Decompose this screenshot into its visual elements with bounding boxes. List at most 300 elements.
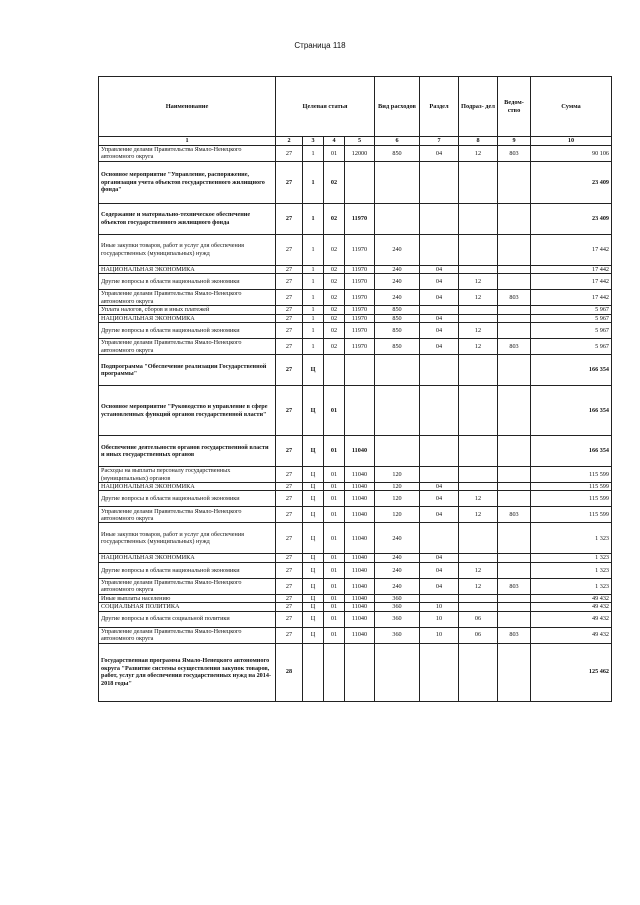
cell-sum: 23 409 [531,203,612,234]
cell-c3: 02 [324,339,345,355]
table-row [99,274,612,290]
cell-sum: 115 599 [531,467,612,483]
cell-dept [498,643,531,701]
cell-sec: 04 [420,290,459,306]
cell-sub [459,203,498,234]
cell-c2: Ц [303,523,324,554]
cell-c4 [345,161,375,203]
cell-c4 [345,643,375,701]
table-row [99,562,612,578]
table-row [99,467,612,483]
col-number: 4 [324,137,345,146]
col-target-header: Целевая статья [276,77,375,137]
cell-kind: 360 [375,611,420,627]
cell-c4: 11970 [345,314,375,322]
cell-name: Иные закупки товаров, работ и услуг для обеспечения государственных (муниципальных) нужд [99,523,276,554]
cell-c4: 11970 [345,339,375,355]
cell-name: Управление делами Правительства Ямало-Ненецкого автономного округа [99,627,276,643]
cell-c3: 01 [324,507,345,523]
cell-sub [459,643,498,701]
table-row [99,386,612,436]
col-number: 8 [459,137,498,146]
cell-sec: 10 [420,627,459,643]
col-number: 1 [99,137,276,146]
cell-name: Другие вопросы в области национальной экономики [99,274,276,290]
cell-c2: 1 [303,323,324,339]
page-number: Страница 118 [294,41,346,50]
cell-kind [375,355,420,386]
cell-sum: 166 354 [531,355,612,386]
cell-kind: 120 [375,507,420,523]
cell-sec [420,436,459,467]
col-dept-header: Ведом- ство [498,77,531,137]
table-row [99,603,612,611]
cell-c1: 27 [276,314,303,322]
cell-sec: 04 [420,274,459,290]
cell-c3: 02 [324,161,345,203]
cell-kind: 240 [375,290,420,306]
cell-dept [498,483,531,491]
cell-c4: 11040 [345,436,375,467]
cell-c2: Ц [303,578,324,594]
cell-kind [375,203,420,234]
cell-name: Другие вопросы в области национальной экономики [99,491,276,507]
cell-name: Управление делами Правительства Ямало-Ненецкого автономного округа [99,146,276,162]
cell-name: Обеспечение деятельности органов государственной власти и иных государственных органов [99,436,276,467]
cell-c1: 27 [276,603,303,611]
table-row [99,323,612,339]
cell-c4: 11040 [345,507,375,523]
cell-sec: 10 [420,611,459,627]
cell-dept [498,562,531,578]
cell-sub: 12 [459,339,498,355]
cell-sub: 12 [459,491,498,507]
cell-name: Расходы на выплаты персоналу государственных (муниципальных) органов [99,467,276,483]
table-row [99,523,612,554]
table-row [99,483,612,491]
cell-c2: 1 [303,306,324,314]
cell-c1: 27 [276,483,303,491]
cell-c3: 02 [324,234,345,265]
cell-c2: Ц [303,507,324,523]
cell-kind: 360 [375,594,420,602]
cell-c2: Ц [303,562,324,578]
cell-c4: 11040 [345,627,375,643]
cell-c4: 11040 [345,483,375,491]
cell-name: НАЦИОНАЛЬНАЯ ЭКОНОМИКА [99,265,276,273]
cell-c3: 01 [324,386,345,436]
cell-kind: 850 [375,339,420,355]
cell-name: Управление делами Правительства Ямало-Ненецкого автономного округа [99,290,276,306]
cell-dept [498,355,531,386]
col-kind-header: Вид расходов [375,77,420,137]
cell-c3: 02 [324,274,345,290]
cell-sec [420,161,459,203]
cell-dept [498,203,531,234]
table-row [99,339,612,355]
cell-sum: 166 354 [531,386,612,436]
cell-dept [498,554,531,562]
cell-kind [375,436,420,467]
cell-sum: 49 432 [531,627,612,643]
cell-name: Другие вопросы в области национальной экономики [99,562,276,578]
cell-c4: 11970 [345,265,375,273]
cell-kind: 240 [375,562,420,578]
cell-sum: 1 323 [531,578,612,594]
cell-c3 [324,355,345,386]
cell-c1: 27 [276,562,303,578]
cell-sum: 5 967 [531,339,612,355]
cell-c2: Ц [303,386,324,436]
cell-dept: 803 [498,627,531,643]
cell-c4: 11970 [345,274,375,290]
cell-sum: 166 354 [531,436,612,467]
cell-c3: 01 [324,603,345,611]
cell-sec [420,355,459,386]
cell-c3: 01 [324,523,345,554]
table-row [99,594,612,602]
cell-sec [420,643,459,701]
cell-c3: 01 [324,491,345,507]
cell-c2: Ц [303,594,324,602]
table-row [99,161,612,203]
cell-c2: Ц [303,554,324,562]
cell-sec: 04 [420,483,459,491]
cell-c1: 27 [276,306,303,314]
cell-kind: 120 [375,467,420,483]
cell-name: Другие вопросы в области национальной экономики [99,323,276,339]
cell-dept [498,274,531,290]
table-row [99,146,612,162]
cell-c1: 27 [276,436,303,467]
cell-sum: 17 442 [531,274,612,290]
cell-sec: 04 [420,491,459,507]
cell-dept [498,306,531,314]
cell-name: Управление делами Правительства Ямало-Ненецкого автономного округа [99,578,276,594]
cell-kind: 850 [375,306,420,314]
cell-sub [459,594,498,602]
cell-c4: 11040 [345,562,375,578]
cell-c4: 12000 [345,146,375,162]
cell-c1: 27 [276,578,303,594]
cell-kind: 850 [375,314,420,322]
cell-sec [420,386,459,436]
cell-sub [459,234,498,265]
cell-sub [459,603,498,611]
cell-c3: 02 [324,306,345,314]
cell-c2: Ц [303,355,324,386]
col-sum-header: Сумма [531,77,612,137]
cell-c4: 11970 [345,306,375,314]
cell-c2: 1 [303,146,324,162]
cell-dept: 803 [498,578,531,594]
cell-sum: 1 323 [531,554,612,562]
cell-dept: 803 [498,146,531,162]
cell-sec [420,306,459,314]
cell-sub [459,161,498,203]
cell-c1: 27 [276,274,303,290]
col-number: 9 [498,137,531,146]
cell-sum: 5 967 [531,314,612,322]
cell-sub [459,483,498,491]
cell-c1: 28 [276,643,303,701]
cell-sub [459,554,498,562]
cell-sub [459,467,498,483]
cell-sum: 49 432 [531,603,612,611]
cell-kind: 240 [375,554,420,562]
cell-kind: 240 [375,523,420,554]
cell-dept [498,314,531,322]
cell-c1: 27 [276,554,303,562]
cell-c3: 01 [324,611,345,627]
cell-c1: 27 [276,265,303,273]
cell-c1: 27 [276,203,303,234]
cell-c2: 1 [303,161,324,203]
cell-sec: 04 [420,265,459,273]
cell-c4: 11970 [345,203,375,234]
cell-sum: 115 599 [531,491,612,507]
cell-c1: 27 [276,523,303,554]
table-row [99,314,612,322]
cell-dept: 803 [498,507,531,523]
cell-c1: 27 [276,355,303,386]
cell-kind [375,643,420,701]
cell-dept [498,386,531,436]
cell-sec: 04 [420,314,459,322]
cell-kind: 240 [375,578,420,594]
cell-c1: 27 [276,161,303,203]
cell-name: Управление делами Правительства Ямало-Ненецкого автономного округа [99,507,276,523]
cell-c2: Ц [303,467,324,483]
cell-sub [459,355,498,386]
cell-c1: 27 [276,339,303,355]
cell-sec [420,523,459,554]
cell-c1: 27 [276,611,303,627]
cell-name: Содержание и материально-техническое обеспечение объектов государственного жилищного фонда [99,203,276,234]
cell-sum: 5 967 [531,306,612,314]
cell-kind: 240 [375,234,420,265]
cell-sub: 12 [459,146,498,162]
cell-c3: 01 [324,594,345,602]
cell-sec: 04 [420,323,459,339]
cell-sec [420,203,459,234]
col-number: 5 [345,137,375,146]
cell-name: Управление делами Правительства Ямало-Ненецкого автономного округа [99,339,276,355]
cell-kind [375,161,420,203]
table-row [99,203,612,234]
cell-dept [498,611,531,627]
cell-dept [498,523,531,554]
table-row [99,234,612,265]
cell-name: НАЦИОНАЛЬНАЯ ЭКОНОМИКА [99,554,276,562]
cell-c4: 11040 [345,523,375,554]
cell-c4: 11970 [345,323,375,339]
cell-c1: 27 [276,507,303,523]
table-row [99,643,612,701]
cell-c2 [303,643,324,701]
cell-dept [498,265,531,273]
cell-sum: 17 442 [531,290,612,306]
cell-c2: 1 [303,314,324,322]
column-number-row [99,137,612,146]
cell-kind: 120 [375,483,420,491]
cell-c2: Ц [303,627,324,643]
cell-c4: 11040 [345,554,375,562]
cell-c1: 27 [276,386,303,436]
col-number: 2 [276,137,303,146]
cell-sub: 12 [459,290,498,306]
cell-name: Уплата налогов, сборов и иных платежей [99,306,276,314]
cell-c3: 01 [324,554,345,562]
cell-sec: 04 [420,554,459,562]
cell-c4: 11040 [345,467,375,483]
cell-name: Другие вопросы в области социальной политики [99,611,276,627]
cell-sub [459,306,498,314]
cell-c2: Ц [303,483,324,491]
header-row [99,77,612,137]
cell-c2: Ц [303,611,324,627]
cell-dept [498,594,531,602]
cell-name: СОЦИАЛЬНАЯ ПОЛИТИКА [99,603,276,611]
cell-sec: 04 [420,146,459,162]
cell-c3 [324,643,345,701]
cell-kind: 120 [375,491,420,507]
cell-c1: 27 [276,467,303,483]
cell-c3: 02 [324,203,345,234]
cell-c1: 27 [276,594,303,602]
table-row [99,554,612,562]
cell-c3: 01 [324,146,345,162]
cell-sub [459,436,498,467]
table-row [99,436,612,467]
cell-sec [420,234,459,265]
cell-c1: 27 [276,323,303,339]
cell-sec: 04 [420,562,459,578]
table-row [99,306,612,314]
table-row [99,290,612,306]
cell-name: Основное мероприятие "Руководство и управление в сфере установленных функций органов государственной власти" [99,386,276,436]
cell-c2: 1 [303,203,324,234]
cell-sub: 12 [459,578,498,594]
table-row [99,611,612,627]
cell-c3: 01 [324,436,345,467]
cell-name: Подпрограмма "Обеспечение реализации Государственной программы" [99,355,276,386]
cell-sub [459,523,498,554]
cell-sum: 1 323 [531,562,612,578]
cell-c2: 1 [303,265,324,273]
cell-sum: 125 462 [531,643,612,701]
cell-c3: 01 [324,467,345,483]
cell-sum: 23 409 [531,161,612,203]
cell-kind: 360 [375,603,420,611]
cell-sum: 5 967 [531,323,612,339]
cell-dept [498,234,531,265]
cell-kind: 850 [375,146,420,162]
cell-sec: 04 [420,578,459,594]
cell-name: Иные выплаты населению [99,594,276,602]
cell-sub: 12 [459,274,498,290]
cell-sec: 10 [420,603,459,611]
table-row [99,265,612,273]
cell-c4: 11040 [345,491,375,507]
cell-c4: 11040 [345,578,375,594]
cell-c3: 01 [324,578,345,594]
table-row [99,491,612,507]
cell-sub [459,314,498,322]
cell-c4: 11970 [345,234,375,265]
table-row [99,578,612,594]
cell-c1: 27 [276,491,303,507]
cell-dept: 803 [498,290,531,306]
col-number: 6 [375,137,420,146]
cell-name: Основное мероприятие "Управление, распоряжение, организация учета объектов государственного жилищного фонда" [99,161,276,203]
cell-sum: 49 432 [531,611,612,627]
col-number: 10 [531,137,612,146]
cell-c3: 01 [324,483,345,491]
cell-c2: 1 [303,339,324,355]
cell-c3: 02 [324,265,345,273]
cell-kind: 360 [375,627,420,643]
cell-sum: 17 442 [531,265,612,273]
cell-c1: 27 [276,146,303,162]
cell-dept [498,603,531,611]
cell-c2: Ц [303,603,324,611]
cell-c3: 01 [324,562,345,578]
cell-sub: 06 [459,627,498,643]
table-row [99,507,612,523]
cell-sum: 90 106 [531,146,612,162]
col-number: 7 [420,137,459,146]
cell-dept [498,436,531,467]
cell-c3: 01 [324,627,345,643]
cell-sub: 06 [459,611,498,627]
cell-kind: 240 [375,274,420,290]
col-section-header: Раздел [420,77,459,137]
cell-sum: 115 599 [531,507,612,523]
cell-sub [459,265,498,273]
cell-sub: 12 [459,507,498,523]
cell-c1: 27 [276,627,303,643]
cell-c4 [345,355,375,386]
cell-c2: Ц [303,491,324,507]
cell-c1: 27 [276,290,303,306]
cell-c2: 1 [303,274,324,290]
cell-dept: 803 [498,339,531,355]
cell-c4: 11040 [345,611,375,627]
cell-c3: 02 [324,323,345,339]
cell-sec [420,467,459,483]
cell-dept [498,467,531,483]
cell-sum: 49 432 [531,594,612,602]
cell-name: НАЦИОНАЛЬНАЯ ЭКОНОМИКА [99,314,276,322]
col-subsection-header: Подраз- дел [459,77,498,137]
cell-c3: 02 [324,290,345,306]
cell-c4: 11040 [345,594,375,602]
col-name-header: Наименование [99,77,276,137]
cell-c4: 11040 [345,603,375,611]
cell-dept [498,491,531,507]
table-row [99,355,612,386]
cell-c3: 02 [324,314,345,322]
cell-c1: 27 [276,234,303,265]
table-row [99,627,612,643]
cell-sec: 04 [420,339,459,355]
cell-sum: 17 442 [531,234,612,265]
cell-sub [459,386,498,436]
cell-name: Иные закупки товаров, работ и услуг для обеспечения государственных (муниципальных) нужд [99,234,276,265]
cell-kind [375,386,420,436]
cell-c2: 1 [303,290,324,306]
